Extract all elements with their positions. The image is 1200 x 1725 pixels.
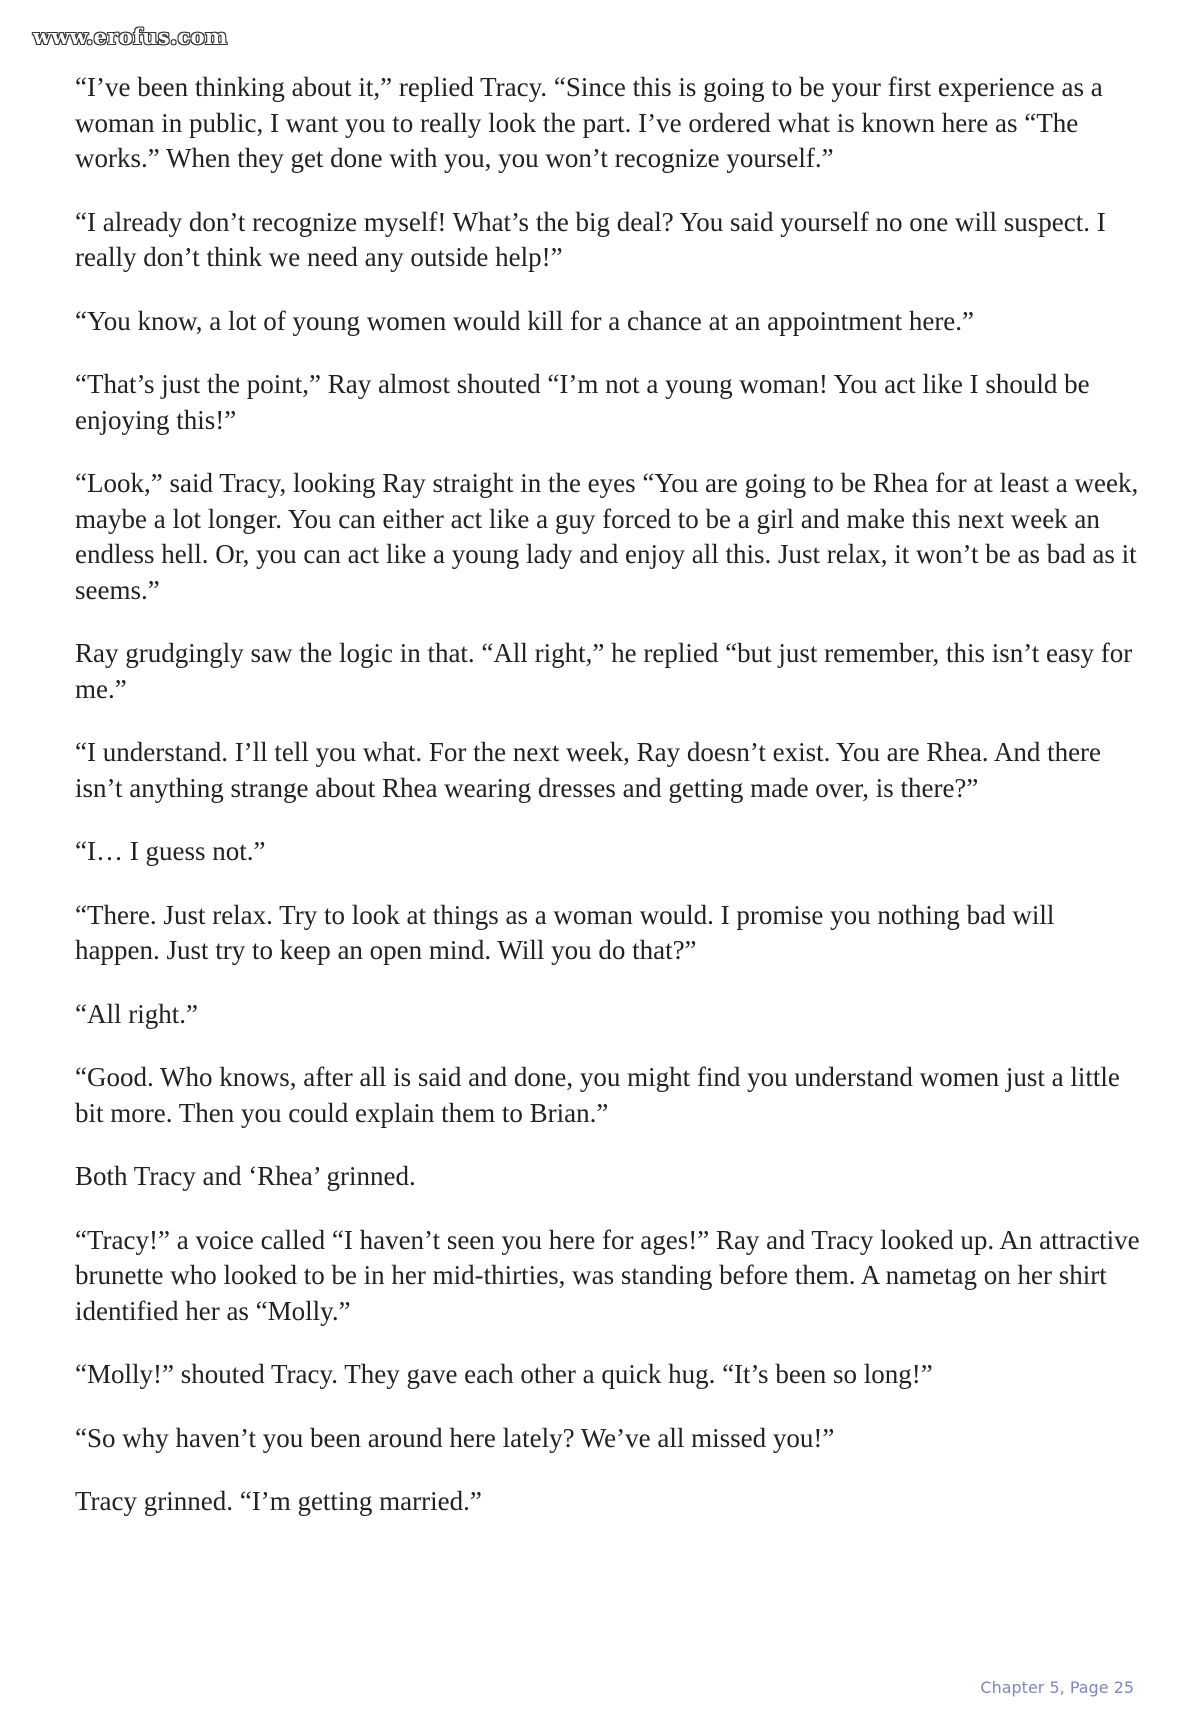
- paragraph: “I already don’t recognize myself! What’s the big deal? You said yourself no one will suspect. I really don’t think we need any outside help!”: [75, 206, 1106, 272]
- paragraph: Ray grudgingly saw the logic in that. “All right,” he replied “but just remember, this isn’t easy for me.”: [75, 638, 1133, 704]
- paragraph: “So why haven’t you been around here lately? We’ve all missed you!”: [75, 1422, 835, 1453]
- page-footer: Chapter 5, Page 25: [980, 1678, 1134, 1697]
- paragraph: “There. Just relax. Try to look at things as a woman would. I promise you nothing bad will happen. Just try to keep an open mind. Will you do that?”: [75, 899, 1055, 965]
- paragraph: “Molly!” shouted Tracy. They gave each other a quick hug. “It’s been so long!”: [75, 1359, 933, 1389]
- paragraph: “Good. Who knows, after all is said and done, you might find you understand women just a little bit more. Then you could explain them to Brian.”: [75, 1062, 1120, 1128]
- paragraph: Both Tracy and ‘Rhea’ grinned.: [75, 1161, 416, 1191]
- watermark: www.erofus.com: [33, 24, 228, 49]
- paragraph: “Look,” said Tracy, looking Ray straight in the eyes “You are going to be Rhea for at least a week, maybe a lot longer. You can either act like a guy forced to be a girl and make this next week an endless hell. Or, you can act like a young lady and enjoy all this. Just relax, it won’t be as bad as it seems.”: [75, 468, 1139, 605]
- paragraph: “You know, a lot of young women would kill for a chance at an appointment here.”: [75, 305, 975, 336]
- paragraph: “I… I guess not.”: [75, 836, 266, 866]
- paragraph: “I’ve been thinking about it,” replied Tracy. “Since this is going to be your first experience as a woman in public, I want you to really look the part. I’ve ordered what is known here as “The works.” When they get done with you, you won’t recognize yourself.”: [75, 72, 1103, 173]
- paragraph: “All right.”: [75, 998, 198, 1029]
- paragraph: “Tracy!” a voice called “I haven’t seen you here for ages!” Ray and Tracy looked up. An attractive brunette who looked to be in her mid-thirties, was standing before them. A nametag on her shirt identified her as “Molly.”: [75, 1224, 1140, 1326]
- paragraph: Tracy grinned. “I’m getting married.”: [75, 1486, 482, 1516]
- story-text: [75, 70, 1140, 1548]
- paragraph: “I understand. I’ll tell you what. For the next week, Ray doesn’t exist. You are Rhea. And there isn’t anything strange about Rhea wearing dresses and getting made over, is there?”: [75, 737, 1102, 803]
- paragraph: “That’s just the point,” Ray almost shouted “I’m not a young woman! You act like I should be enjoying this!”: [75, 369, 1090, 435]
